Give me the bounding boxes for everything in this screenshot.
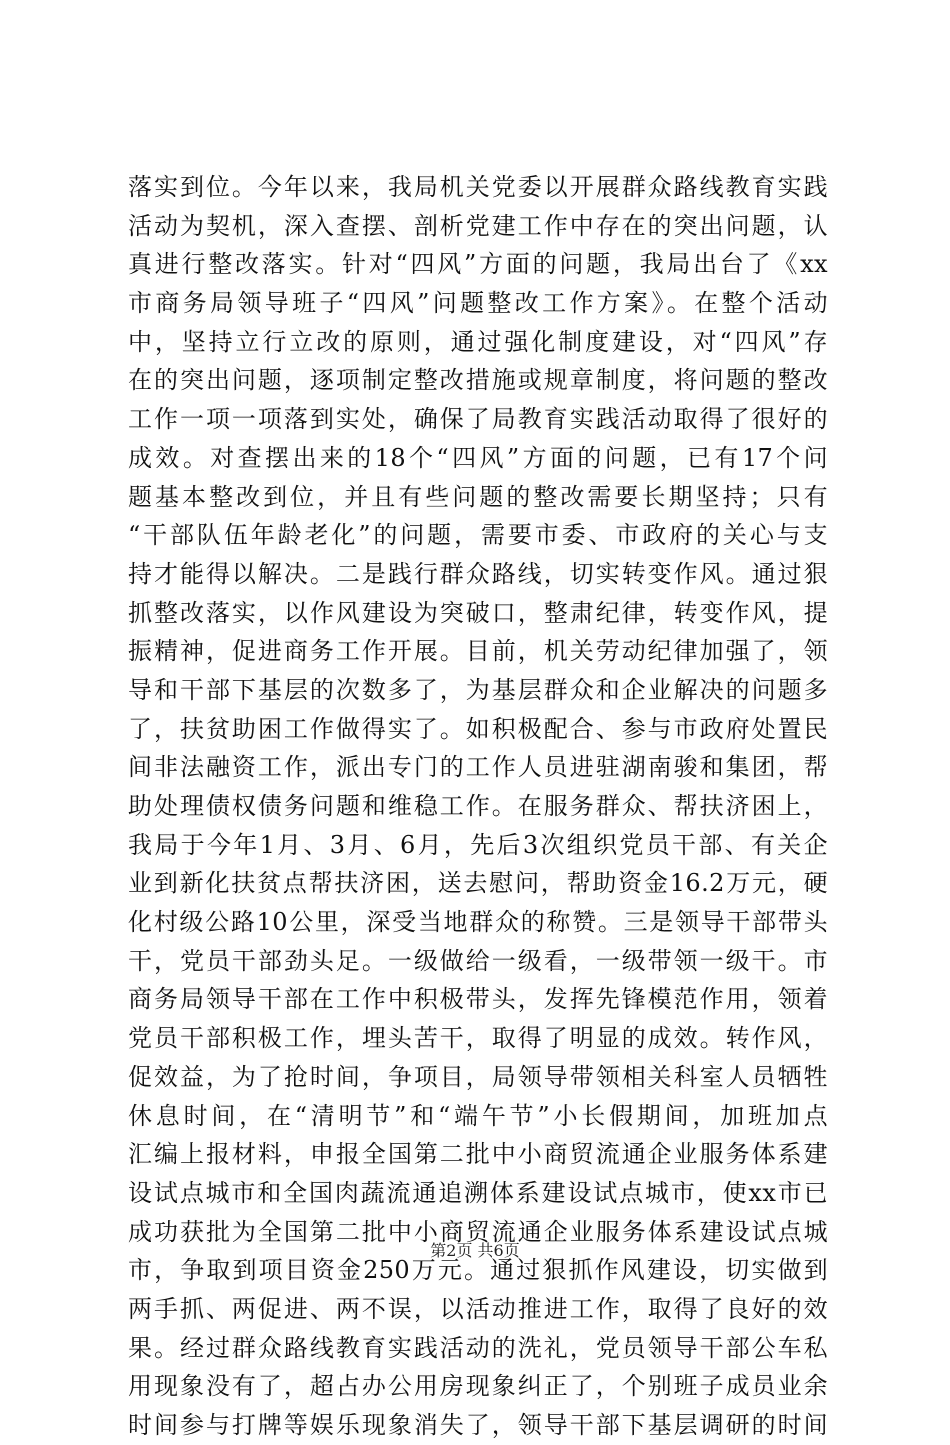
- text-line: 干，党员干部劲头足。一级做给一级看，一级带领一级干。市: [128, 946, 828, 975]
- text-line: 设试点城市和全国肉蔬流通追溯体系建设试点城市，使xx市已: [128, 1178, 828, 1207]
- text-line: 汇编上报材料，申报全国第二批中小商贸流通企业服务体系建: [128, 1140, 828, 1169]
- text-line: 在的突出问题，逐项制定整改措施或规章制度，将问题的整改: [128, 366, 828, 395]
- text-line: 活动为契机，深入查摆、剖析党建工作中存在的突出问题，认: [128, 211, 828, 240]
- text-line: 市，争取到项目资金250万元。通过狠抓作风建设，切实做到: [128, 1256, 828, 1285]
- text-line: 间非法融资工作，派出专门的工作人员进驻湖南骏和集团，帮: [128, 753, 828, 782]
- text-line: 题基本整改到位，并且有些问题的整改需要长期坚持；只有: [128, 482, 828, 511]
- text-line: 党员干部积极工作，埋头苦干，取得了明显的成效。转作风，: [128, 1024, 828, 1053]
- text-line: 了，扶贫助困工作做得实了。如积极配合、参与市政府处置民: [128, 714, 828, 743]
- text-line: 时间参与打牌等娱乐现象消失了，领导干部下基层调研的时间: [128, 1411, 828, 1439]
- text-line: 果。经过群众路线教育实践活动的洗礼，党员领导干部公车私: [128, 1333, 828, 1362]
- text-line: 成效。对查摆出来的18个“四风”方面的问题，已有17个问: [128, 443, 828, 472]
- text-line: 中，坚持立行立改的原则，通过强化制度建设，对“四风”存: [128, 327, 828, 356]
- text-line: 持才能得以解决。二是践行群众路线，切实转变作风。通过狠: [128, 559, 828, 588]
- page-number: 第2页 共6页: [430, 1241, 520, 1260]
- text-line: 休息时间，在“清明节”和“端午节”小长假期间，加班加点: [128, 1101, 828, 1130]
- text-line: 用现象没有了，超占办公用房现象纠正了，个别班子成员业余: [128, 1372, 828, 1401]
- text-line: 振精神，促进商务工作开展。目前，机关劳动纪律加强了，领: [128, 637, 828, 666]
- text-line: 我局于今年1月、3月、6月，先后3次组织党员干部、有关企: [128, 830, 828, 859]
- text-line: 抓整改落实，以作风建设为突破口，整肃纪律，转变作风，提: [128, 598, 828, 627]
- text-line: 两手抓、两促进、两不误，以活动推进工作，取得了良好的效: [128, 1294, 828, 1323]
- text-line: 促效益，为了抢时间，争项目，局领导带领相关科室人员牺牲: [128, 1062, 828, 1091]
- text-line: 市商务局领导班子“四风”问题整改工作方案》。在整个活动: [128, 289, 828, 318]
- text-line: 导和干部下基层的次数多了，为基层群众和企业解决的问题多: [128, 675, 828, 704]
- text-line: “干部队伍年龄老化”的问题，需要市委、市政府的关心与支: [128, 521, 828, 550]
- text-line: 商务局领导干部在工作中积极带头，发挥先锋模范作用，领着: [128, 985, 828, 1014]
- text-line: 助处理债权债务问题和维稳工作。在服务群众、帮扶济困上，: [128, 792, 828, 820]
- text-line: 落实到位。今年以来，我局机关党委以开展群众路线教育实践: [128, 173, 828, 201]
- text-line: 真进行整改落实。针对“四风”方面的问题，我局出台了《xx: [128, 250, 828, 279]
- text-line: 业到新化扶贫点帮扶济困，送去慰问，帮助资金16.2万元，硬: [128, 869, 828, 898]
- text-line: 化村级公路10公里，深受当地群众的称赞。三是领导干部带头: [128, 908, 828, 937]
- text-line: 成功获批为全国第二批中小商贸流通企业服务体系建设试点城: [128, 1217, 828, 1246]
- text-line: 工作一项一项落到实处，确保了局教育实践活动取得了很好的: [128, 405, 828, 434]
